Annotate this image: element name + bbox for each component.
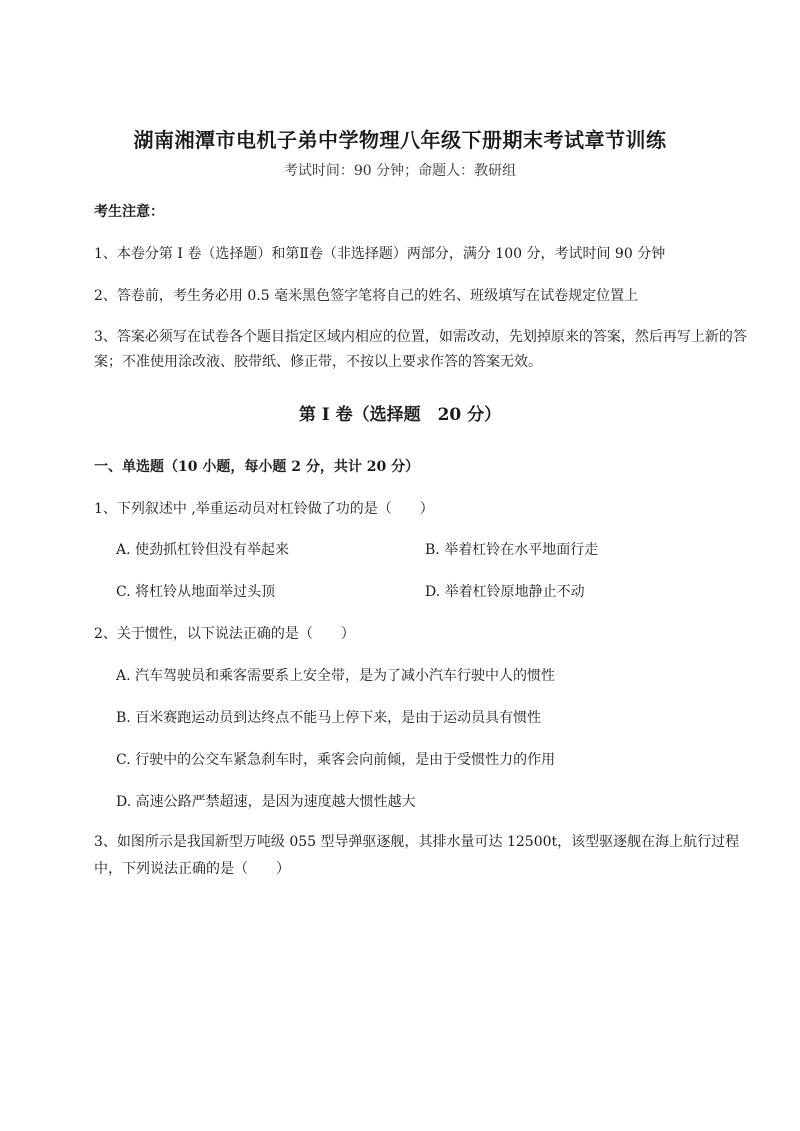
question-1-option-c[interactable]: C. 将杠铃从地面举过头顶 bbox=[116, 584, 276, 600]
question-1-option-a[interactable]: A. 使劲抓杠铃但没有举起来 bbox=[116, 542, 290, 558]
notice-item-3: 3、答案必须写在试卷各个题目指定区域内相应的位置，如需改动，先划掉原来的答案，然后再写上新的答案；不准使用涂改液、胶带纸、修正带，不按以上要求作答的答案无效。 bbox=[94, 329, 747, 370]
notice-heading: 考生注意： bbox=[94, 204, 164, 220]
notice-item-1: 1、本卷分第 I 卷（选择题）和第Ⅱ卷（非选择题）两部分，满分 100 分，考试时间 90 分钟 bbox=[94, 246, 666, 262]
question-1-option-d[interactable]: D. 举着杠铃原地静止不动 bbox=[425, 584, 585, 600]
question-1-stem: 1、下列叙述中 ,举重运动员对杠铃做了功的是（ ） bbox=[94, 501, 434, 517]
question-2-option-b[interactable]: B. 百米赛跑运动员到达终点不能马上停下来，是由于运动员具有惯性 bbox=[116, 710, 542, 726]
question-2-option-c[interactable]: C. 行驶中的公交车紧急刹车时，乘客会向前倾，是由于受惯性力的作用 bbox=[116, 752, 556, 768]
exam-info: 考试时间：90 分钟；命题人：教研组 bbox=[283, 163, 517, 179]
question-2-option-d[interactable]: D. 高速公路严禁超速，是因为速度越大惯性越大 bbox=[116, 794, 416, 810]
part-heading: 一、单选题（10 小题，每小题 2 分，共计 20 分） bbox=[94, 459, 420, 475]
page-title: 湖南湘潭市电机子弟中学物理八年级下册期末考试章节训练 bbox=[133, 128, 667, 152]
question-2-option-a[interactable]: A. 汽车驾驶员和乘客需要系上安全带，是为了减小汽车行驶中人的惯性 bbox=[116, 668, 556, 684]
section-title: 第 I 卷（选择题 20 分） bbox=[298, 405, 502, 425]
notice-item-2: 2、答卷前，考生务必用 0.5 毫米黑色签字笔将自己的姓名、班级填写在试卷规定位置上 bbox=[94, 288, 639, 304]
question-2-stem: 2、关于惯性，以下说法正确的是（ ） bbox=[94, 626, 355, 642]
question-3-stem: 3、如图所示是我国新型万吨级 055 型导弹驱逐舰，其排水量可达 12500t，该型驱逐舰在海上航行过程中，下列说法正确的是（ ） bbox=[94, 834, 740, 877]
question-1-option-b[interactable]: B. 举着杠铃在水平地面行走 bbox=[425, 542, 599, 558]
